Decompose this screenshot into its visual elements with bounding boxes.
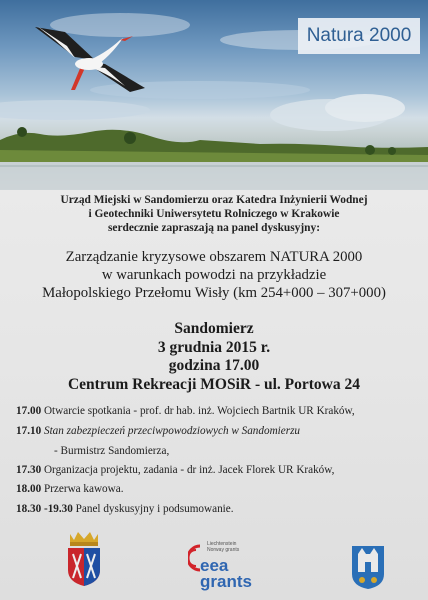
eea-wordmark <box>200 558 252 590</box>
subject-line-2: w warunkach powodzi na przykładzie <box>101 267 327 283</box>
town-emblem-icon <box>350 544 386 590</box>
agenda-text: Przerwa kawowa. <box>41 483 124 495</box>
agenda-time: 18.00 <box>16 483 42 495</box>
event-details <box>6 320 422 394</box>
eea-grants-logo <box>188 540 270 594</box>
organizers-line-1: Urząd Miejski w Sandomierzu oraz Katedra Inżynierii Wodnej <box>60 194 368 206</box>
subject-line-1: Zarządzanie kryzysowe obszarem NATURA 2000 <box>65 249 363 265</box>
organizers-line-2: i Geotechniki Uniwersytetu Rolniczego w Krakowie <box>88 208 340 220</box>
agenda-item <box>16 405 355 417</box>
organizers-block <box>10 193 418 235</box>
agenda-time: 18.30 -19.30 <box>16 503 73 515</box>
agenda-time: 17.00 <box>16 405 42 417</box>
badge-text: Natura 2000 <box>306 25 412 46</box>
agenda-time: 17.30 <box>16 464 42 476</box>
eea-small-line-2: Norway grants <box>207 547 240 553</box>
eea-small-line-1: Liechtenstein <box>207 541 237 547</box>
agenda-text: Organizacja projektu, zadania - dr inż. Jacek Florek UR Kraków, <box>41 464 335 476</box>
agenda-item <box>16 425 300 437</box>
eea-small-text <box>207 541 267 553</box>
agenda-text: - Burmistrz Sandomierza, <box>54 445 170 457</box>
event-date: 3 grudnia 2015 r. <box>157 338 271 356</box>
eea-word: eea <box>200 556 229 575</box>
agenda-item <box>16 464 334 476</box>
event-time: godzina 17.00 <box>168 357 260 374</box>
agenda-item <box>54 445 169 457</box>
agenda-time: 17.10 <box>16 425 42 437</box>
agenda-text: Stan zabezpieczeń przeciwpowodziowych w Sandomierzu <box>41 425 301 437</box>
event-venue: Centrum Rekreacji MOSiR - ul. Portowa 24 <box>67 375 360 393</box>
grants-word: grants <box>200 572 252 591</box>
subject-line-3: Małopolskiego Przełomu Wisły (km 254+000 – 307+000) <box>42 285 386 301</box>
natura-2000-badge <box>298 18 420 54</box>
agenda-text: Otwarcie spotkania - prof. dr hab. inż. Wojciech Bartnik UR Kraków, <box>41 405 355 417</box>
agenda-item <box>16 503 234 515</box>
logos-row <box>0 526 428 600</box>
event-city: Sandomierz <box>174 320 254 337</box>
panel-subject <box>6 248 422 302</box>
agenda-item <box>16 483 124 495</box>
sandomierz-coat-of-arms-icon <box>64 530 104 588</box>
agenda-text: Panel dyskusyjny i podsumowanie. <box>72 503 234 515</box>
organizers-line-3: serdecznie zapraszają na panel dyskusyjny: <box>108 222 320 234</box>
